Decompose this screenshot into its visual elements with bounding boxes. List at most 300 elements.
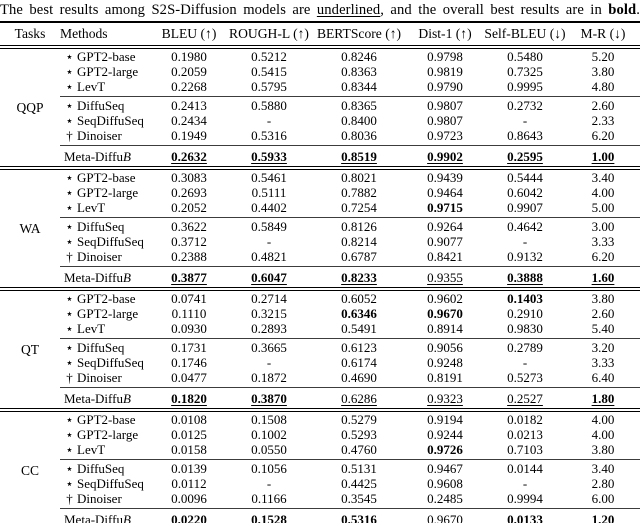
method-name: GPT2-large: [77, 64, 139, 79]
metric-value: 0.6052: [341, 291, 377, 306]
metric-value: 0.5111: [251, 185, 287, 200]
metric-cell: [226, 170, 312, 186]
metric-cell: [406, 491, 484, 506]
metric-value: 0.9355: [427, 270, 463, 285]
method-label: [60, 306, 152, 321]
metric-value: -: [266, 355, 272, 370]
metric-cell: [312, 219, 406, 234]
method-label: [60, 427, 152, 442]
metric-cell: [152, 461, 226, 476]
metric-cell: [406, 340, 484, 355]
metric-value: 0.8914: [427, 321, 463, 336]
metric-cell: [152, 389, 226, 409]
star-marker: ⋆: [65, 49, 74, 64]
method-name: SeqDiffuSeq: [77, 234, 144, 249]
metric-cell: [152, 200, 226, 215]
metric-cell: [226, 268, 312, 288]
metric-value: 0.5293: [341, 427, 377, 442]
metric-cell: [312, 321, 406, 336]
metric-value: 0.3083: [171, 170, 207, 185]
table-row: [0, 442, 640, 457]
metric-cell: [226, 147, 312, 167]
metric-value: 0.9056: [427, 340, 463, 355]
method-name: Meta-Diffu: [64, 391, 123, 406]
method-name: DiffuSeq: [77, 219, 125, 234]
metric-value: 0.0477: [171, 370, 207, 385]
caption-text: .: [636, 2, 640, 18]
method-name: GPT2-large: [77, 306, 139, 321]
table-row: [0, 340, 640, 355]
task-section-qt: [0, 291, 640, 409]
metric-cell: [226, 389, 312, 409]
metric-cell: [566, 355, 640, 370]
metric-cell: [226, 128, 312, 143]
metric-value: 0.1056: [251, 461, 287, 476]
metric-cell: [484, 98, 566, 113]
metric-cell: [152, 442, 226, 457]
metric-cell: [484, 491, 566, 506]
metric-cell: [152, 185, 226, 200]
method-name: Meta-Diffu: [64, 149, 123, 164]
metric-value: -: [522, 234, 528, 249]
metric-value: 0.2413: [171, 98, 207, 113]
metric-cell: [312, 249, 406, 264]
metric-cell: [312, 291, 406, 307]
metric-value: 3.40: [591, 461, 615, 476]
metric-cell: [406, 113, 484, 128]
metric-cell: [566, 200, 640, 215]
metric-cell: [152, 79, 226, 94]
metric-value: -: [522, 476, 528, 491]
metric-cell: [152, 234, 226, 249]
metric-value: 0.3888: [507, 270, 543, 285]
metric-value: 0.9819: [427, 64, 463, 79]
table-row: [0, 476, 640, 491]
method-label: [60, 79, 152, 94]
table-row: [0, 219, 640, 234]
metric-cell: [226, 113, 312, 128]
method-label: [60, 200, 152, 215]
metric-value: 3.00: [591, 219, 615, 234]
metric-cell: [226, 476, 312, 491]
metric-value: 0.9902: [427, 149, 463, 164]
metric-value: 6.40: [591, 370, 615, 385]
metric-cell: [226, 249, 312, 264]
method-name-italic-suffix: B: [122, 512, 131, 523]
metric-value: 0.8363: [341, 64, 377, 79]
method-label: [60, 113, 152, 128]
method-name: GPT2-base: [77, 291, 136, 306]
metric-cell: [312, 98, 406, 113]
metric-cell: [566, 461, 640, 476]
metric-cell: [484, 185, 566, 200]
method-label: [60, 412, 152, 428]
column-header-tasks: Tasks: [14, 26, 46, 41]
method-name: GPT2-base: [77, 412, 136, 427]
metric-value: 0.7325: [507, 64, 543, 79]
metric-value: 0.8233: [341, 270, 377, 285]
metric-value: -: [522, 355, 528, 370]
method-label: [60, 340, 152, 355]
metric-cell: [152, 355, 226, 370]
metric-value: 0.0213: [507, 427, 543, 442]
caption-text: The best results among S2S-Diffusion models are: [0, 2, 317, 18]
metric-value: 0.5316: [251, 128, 287, 143]
method-label: [60, 219, 152, 234]
metric-cell: [152, 268, 226, 288]
metric-value: 0.9439: [427, 170, 463, 185]
dagger-marker: †: [66, 491, 73, 506]
star-marker: ⋆: [65, 412, 74, 427]
metric-cell: [484, 234, 566, 249]
metric-value: 2.60: [591, 306, 615, 321]
metric-cell: [226, 234, 312, 249]
metric-value: 0.9790: [427, 79, 463, 94]
method-label: [60, 370, 152, 385]
table-row: [0, 412, 640, 428]
task-section-wa: [0, 170, 640, 288]
metric-cell: [566, 491, 640, 506]
metric-value: 0.1731: [171, 340, 207, 355]
metric-cell: [152, 98, 226, 113]
metric-cell: [312, 128, 406, 143]
metric-value: 0.6346: [341, 306, 377, 321]
metric-cell: [226, 321, 312, 336]
method-label: [60, 461, 152, 476]
metric-cell: [566, 98, 640, 113]
metric-cell: [406, 170, 484, 186]
metric-value: -: [266, 476, 272, 491]
table-row: [0, 185, 640, 200]
metric-cell: [484, 291, 566, 307]
table-row: [0, 113, 640, 128]
metric-value: 0.8643: [507, 128, 543, 143]
metric-value: 6.20: [591, 249, 615, 264]
metric-cell: [226, 291, 312, 307]
column-header-bleu: BLEU (↑): [161, 26, 217, 41]
metric-value: 0.2485: [427, 491, 463, 506]
metric-cell: [566, 128, 640, 143]
star-marker: ⋆: [65, 291, 74, 306]
metric-cell: [566, 291, 640, 307]
metric-value: 0.8246: [341, 49, 377, 64]
table-caption: [0, 0, 640, 20]
table-row: [0, 170, 640, 186]
metric-cell: [152, 291, 226, 307]
metric-value: 0.8214: [341, 234, 377, 249]
metric-cell: [566, 219, 640, 234]
metric-value: 0.2052: [171, 200, 207, 215]
metric-value: 4.00: [591, 185, 615, 200]
method-label-meta-diffub: [60, 510, 152, 523]
method-name: LevT: [77, 79, 106, 94]
metric-value: 0.9244: [427, 427, 463, 442]
metric-cell: [566, 476, 640, 491]
star-marker: ⋆: [65, 219, 74, 234]
metric-value: 0.9194: [427, 412, 463, 427]
metric-cell: [312, 147, 406, 167]
metric-cell: [566, 49, 640, 65]
metric-value: 0.2910: [507, 306, 543, 321]
method-label: [60, 476, 152, 491]
task-label-qqp: QQP: [16, 100, 44, 115]
metric-value: 3.33: [591, 234, 615, 249]
table-row: [0, 291, 640, 307]
method-label-meta-diffub: [60, 268, 152, 288]
star-marker: ⋆: [65, 113, 74, 128]
task-section-cc: [0, 412, 640, 523]
metric-cell: [312, 49, 406, 65]
method-name: SeqDiffuSeq: [77, 476, 144, 491]
metric-value: 0.5415: [251, 64, 287, 79]
metric-value: 4.00: [591, 427, 615, 442]
method-label: [60, 49, 152, 65]
metric-value: 0.2789: [507, 340, 543, 355]
metric-value: -: [522, 113, 528, 128]
metric-value: 1.20: [591, 512, 615, 523]
metric-value: 0.9608: [427, 476, 463, 491]
metric-cell: [484, 200, 566, 215]
metric-cell: [484, 113, 566, 128]
metric-value: 0.5491: [341, 321, 377, 336]
metric-value: 0.2434: [171, 113, 207, 128]
method-name: GPT2-large: [77, 427, 139, 442]
metric-value: 0.1820: [171, 391, 207, 406]
dagger-marker: †: [66, 128, 73, 143]
metric-value: 0.5849: [251, 219, 287, 234]
metric-cell: [566, 79, 640, 94]
header-row: [0, 22, 640, 46]
metric-cell: [406, 389, 484, 409]
metric-value: 0.9994: [507, 491, 543, 506]
table-row: [0, 234, 640, 249]
metric-value: 0.0930: [171, 321, 207, 336]
metric-cell: [312, 79, 406, 94]
method-label: [60, 321, 152, 336]
metric-value: 0.4642: [507, 219, 543, 234]
metric-value: 0.6042: [507, 185, 543, 200]
metric-cell: [152, 249, 226, 264]
metric-value: 0.0112: [171, 476, 207, 491]
metric-cell: [152, 370, 226, 385]
metric-value: 0.6787: [341, 249, 377, 264]
method-label: [60, 249, 152, 264]
metric-cell: [566, 510, 640, 523]
metric-value: 0.9715: [427, 200, 463, 215]
task-section-qqp: [0, 49, 640, 167]
metric-cell: [406, 200, 484, 215]
method-label: [60, 64, 152, 79]
metric-cell: [152, 476, 226, 491]
metric-value: 0.9077: [427, 234, 463, 249]
table-row: [0, 461, 640, 476]
metric-value: 0.9907: [507, 200, 543, 215]
metric-value: 0.8021: [341, 170, 377, 185]
metric-value: 0.9467: [427, 461, 463, 476]
metric-cell: [484, 64, 566, 79]
table-row: [0, 200, 640, 215]
task-label-qt: QT: [21, 342, 39, 357]
metric-value: 1.60: [591, 270, 615, 285]
metric-value: 0.1528: [251, 512, 287, 523]
metric-cell: [406, 147, 484, 167]
metric-value: 0.5131: [341, 461, 377, 476]
metric-cell: [312, 113, 406, 128]
metric-cell: [406, 219, 484, 234]
method-label: [60, 442, 152, 457]
metric-cell: [312, 442, 406, 457]
metric-value: 0.8365: [341, 98, 377, 113]
metric-cell: [226, 355, 312, 370]
metric-cell: [226, 510, 312, 523]
metric-cell: [406, 427, 484, 442]
metric-value: 2.80: [591, 476, 615, 491]
metric-cell: [484, 321, 566, 336]
metric-value: 0.1980: [171, 49, 207, 64]
method-name: SeqDiffuSeq: [77, 113, 144, 128]
metric-cell: [152, 170, 226, 186]
metric-cell: [406, 321, 484, 336]
metric-value: 0.9670: [427, 306, 463, 321]
method-name-italic-suffix: B: [122, 391, 131, 406]
method-label-meta-diffub: [60, 147, 152, 167]
metric-cell: [312, 389, 406, 409]
metric-cell: [484, 306, 566, 321]
metric-value: 0.9670: [427, 512, 463, 523]
method-label: [60, 98, 152, 113]
star-marker: ⋆: [65, 64, 74, 79]
metric-value: 0.7103: [507, 442, 543, 457]
table-row: [0, 249, 640, 264]
metric-value: 0.8126: [341, 219, 377, 234]
metric-value: 0.4425: [341, 476, 377, 491]
method-name-italic-suffix: B: [122, 270, 131, 285]
metric-cell: [152, 306, 226, 321]
metric-value: 0.1746: [171, 355, 207, 370]
metric-value: 0.4402: [251, 200, 287, 215]
metric-value: 0.3545: [341, 491, 377, 506]
metric-cell: [566, 370, 640, 385]
metric-value: 0.3665: [251, 340, 287, 355]
column-header-m-r: M-R (↓): [580, 26, 626, 41]
metric-value: 0.9995: [507, 79, 543, 94]
metric-cell: [312, 64, 406, 79]
metric-value: 0.7254: [341, 200, 377, 215]
caption-underlined-word: underlined: [316, 2, 381, 18]
star-marker: ⋆: [65, 355, 74, 370]
metric-value: 0.2388: [171, 249, 207, 264]
metric-cell: [312, 306, 406, 321]
method-label: [60, 185, 152, 200]
metric-cell: [406, 79, 484, 94]
metric-cell: [226, 340, 312, 355]
metric-cell: [566, 234, 640, 249]
method-name: LevT: [77, 200, 106, 215]
caption-text: , and the overall best results are in: [380, 2, 609, 18]
metric-cell: [152, 219, 226, 234]
metric-value: 0.9132: [507, 249, 543, 264]
metric-cell: [566, 113, 640, 128]
metric-value: 4.00: [591, 412, 615, 427]
metric-cell: [406, 355, 484, 370]
metric-cell: [406, 510, 484, 523]
metric-cell: [566, 427, 640, 442]
metric-cell: [484, 355, 566, 370]
metric-value: 0.5795: [251, 79, 287, 94]
task-label-wa: WA: [19, 221, 41, 236]
metric-cell: [152, 128, 226, 143]
metric-value: 0.1872: [251, 370, 287, 385]
metric-value: 0.9248: [427, 355, 463, 370]
metric-value: 0.5461: [251, 170, 287, 185]
metric-cell: [312, 491, 406, 506]
star-marker: ⋆: [65, 79, 74, 94]
metric-value: 0.8191: [427, 370, 463, 385]
method-label: [60, 355, 152, 370]
metric-cell: [566, 412, 640, 428]
metric-cell: [152, 64, 226, 79]
metric-cell: [406, 442, 484, 457]
metric-value: 6.20: [591, 128, 615, 143]
metric-cell: [484, 370, 566, 385]
metric-cell: [312, 412, 406, 428]
column-header-bertscore: BERTScore (↑): [316, 26, 402, 41]
star-marker: ⋆: [65, 476, 74, 491]
metric-cell: [406, 98, 484, 113]
metric-value: 0.8400: [341, 113, 377, 128]
star-marker: ⋆: [65, 427, 74, 442]
metric-cell: [566, 442, 640, 457]
metric-value: 0.3622: [171, 219, 207, 234]
metric-value: 0.1166: [251, 491, 287, 506]
metric-cell: [406, 370, 484, 385]
metric-value: 0.0108: [171, 412, 207, 427]
method-name: Dinoiser: [77, 491, 122, 506]
metric-cell: [406, 268, 484, 288]
method-label: [60, 170, 152, 186]
metric-cell: [406, 128, 484, 143]
metric-value: 4.80: [591, 79, 615, 94]
metric-cell: [152, 427, 226, 442]
method-name: GPT2-large: [77, 185, 139, 200]
metric-value: 0.0182: [507, 412, 543, 427]
metric-cell: [226, 200, 312, 215]
metric-value: 0.0550: [251, 442, 287, 457]
metric-cell: [152, 412, 226, 428]
metric-cell: [484, 442, 566, 457]
metric-cell: [406, 234, 484, 249]
meta-diffub-row: [0, 510, 640, 523]
metric-value: 0.9264: [427, 219, 463, 234]
metric-cell: [406, 306, 484, 321]
metric-value: 0.9807: [427, 98, 463, 113]
metric-cell: [312, 427, 406, 442]
metric-cell: [226, 98, 312, 113]
star-marker: ⋆: [65, 442, 74, 457]
metric-cell: [152, 147, 226, 167]
metric-cell: [484, 510, 566, 523]
metric-value: 0.5880: [251, 98, 287, 113]
metric-value: 0.5444: [507, 170, 543, 185]
dagger-marker: †: [66, 249, 73, 264]
metric-value: 0.1002: [251, 427, 287, 442]
metric-cell: [312, 234, 406, 249]
metric-value: 0.5212: [251, 49, 287, 64]
star-marker: ⋆: [65, 234, 74, 249]
method-name: SeqDiffuSeq: [77, 355, 144, 370]
table-row: [0, 370, 640, 385]
metric-value: 0.9723: [427, 128, 463, 143]
